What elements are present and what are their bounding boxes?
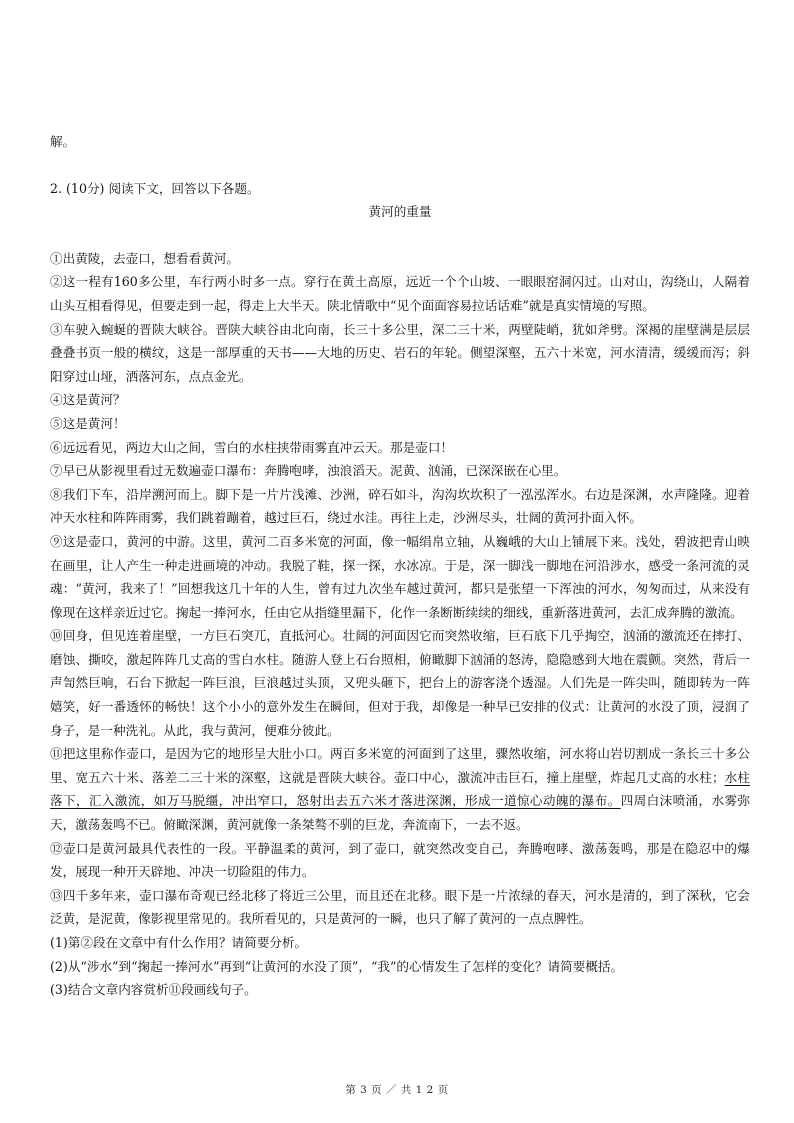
paragraph-11-after: 四周白沫喷涌，水雾弥天，激荡轰鸣不已。俯瞰深渊，黄河就像一条桀骜不驯的巨龙，奔流南下，一去不返。	[50, 793, 751, 833]
paragraph-7: ⑦早已从影视里看过无数遍壶口瀑布：奔腾咆哮，浊浪滔天。泥黄、汹涌，已深深嵌在心里。	[50, 463, 567, 479]
paragraph-4: ④这是黄河？	[50, 392, 126, 408]
question-3: (3)结合文章内容赏析⑪段画线句子。	[50, 982, 257, 998]
question-header: 2. (10分) 阅读下文，回答以下各题。	[50, 180, 260, 196]
paragraph-10: ⑩回身，但见连着崖壁，一方巨石突兀，直抵河心。壮阔的河面因它而突然收缩，巨石底下几乎掏空，汹涌的激流还在摔打、磨蚀、撕咬，激起阵阵几丈高的雪白水柱。随游人登上石台照相，俯瞰脚下汹涌的怒涛，隐隐感到大地在震颤。突然，背后一声訇然巨响，石台下掀起一阵巨浪，巨浪越过头顶，又兜头砸下，把台上的游客浇个透湿。人们先是一阵尖叫，随即转为一阵嬉笑，好一番透怀的畅快！这个小小的意外发生在瞬间，但对于我，却像是一种早已安排的仪式：让黄河的水没了顶，浸润了身子，是一种洗礼。从此，我与黄河，便难分彼此。	[50, 628, 750, 738]
paragraph-2: ②这一程有160多公里，车行两小时多一点。穿行在黄土高原，远近一个个山坡、一眼眼窑洞闪过。山对山，沟绕山，人隔着山头互相看得见，但要走到一起，得走上大半天。陕北情歌中“见个面面容易拉话话难”就是真实情境的写照。	[50, 274, 750, 313]
paragraph-5: ⑤这是黄河！	[50, 415, 126, 431]
lead-text: 解。	[50, 134, 76, 149]
page-footer: 第 3 页 ／ 共 1 2 页	[345, 1084, 449, 1096]
paragraph-3: ③车驶入蜿蜒的晋陕大峡谷。晋陕大峡谷由北向南，长三十多公里，深二三十米，两壁陡峭，犹如斧劈。深褐的崖壁满是层层叠叠书页一般的横纹，这是一部厚重的天书——大地的历史、岩石的年轮。侧望深壑，五六十米宽，河水清清，缓缓而泻；斜阳穿过山垭，洒落河东，点点金光。	[50, 321, 750, 384]
paragraph-8: ⑧我们下车，沿岸溯河而上。脚下是一片片浅滩、沙洲，碎石如斗，沟沟坎坎积了一泓泓浑水。右边是深渊，水声隆隆。迎着冲天水柱和阵阵雨雾，我们跳着蹦着，越过巨石，绕过水洼。再往上走，沙洲尽头，壮阔的黄河扑面入怀。	[50, 486, 750, 526]
paragraph-1: ①出黄陵，去壶口，想看看黄河。	[50, 250, 239, 266]
paragraph-11-before: ⑪把这里称作壶口，是因为它的地形呈大肚小口。两百多米宽的河面到了这里，骤然收缩，河水将山岩切割成一条长三十多公里、宽五六十米、落差二三十米的深壑，这就是晋陕大峡谷。壶口中心，激流冲击巨石，撞上崖壁，炸起几丈高的水柱；	[50, 746, 750, 785]
paragraph-12: ⑫壶口是黄河最具代表性的一段。平静温柔的黄河，到了壶口，就突然改变自己，奔腾咆哮、激荡轰鸣，那是在隐忍中的爆发，展现一种开天辟地、冲决一切险阻的伟力。	[50, 840, 750, 880]
question-2: (2)从“涉水”到“掬起一捧河水”再到“让黄河的水没了顶”，“我”的心情发生了怎样的变化？请简要概括。	[50, 958, 624, 974]
paragraph-6: ⑥远远看见，两边大山之间，雪白的水柱挟带雨雾直冲云天。那是壶口！	[50, 439, 453, 455]
paragraph-11	[50, 742, 750, 836]
underlined-sentence: 水柱落下，汇入激流，如万马脱缰，冲出窄口，怒射出去五六米才落进深渊，形成一道惊心动魄的瀑布。	[50, 769, 751, 809]
page-content	[50, 130, 750, 1002]
question-1: (1)第②段在文章中有什么作用？请简要分析。	[50, 935, 308, 950]
article-title: 黄河的重量	[368, 204, 432, 220]
paragraph-9: ⑨这是壶口，黄河的中游。这里，黄河二百多米宽的河面，像一幅绢帛立轴，从巍峨的大山上铺展下来。浅处，碧波把青山映在画里，让人产生一种走进画境的冲动。我脱了鞋，探一探，水冰凉。于是，深一脚浅一脚地在河沿涉水，感受一条河流的灵魂：“黄河，我来了！”回想我这几十年的人生，曾有过九次坐车越过黄河，都只是张望一下浑浊的河水，匆匆而过，从来没有像现在这样亲近过它。掬起一捧河水，任由它从指缝里漏下，化作一条断断续续的细线，重新落进黄河，去汇成奔腾的激流。	[50, 533, 750, 620]
paragraph-13: ⑬四千多年来，壶口瀑布奇观已经北移了将近三公里，而且还在北移。眼下是一片浓绿的春天，河水是清的，到了深秋，它会泛黄，是泥黄，像影视里常见的。我所看见的，只是黄河的一瞬，也只了解了黄河的一点点脾性。	[50, 887, 750, 927]
